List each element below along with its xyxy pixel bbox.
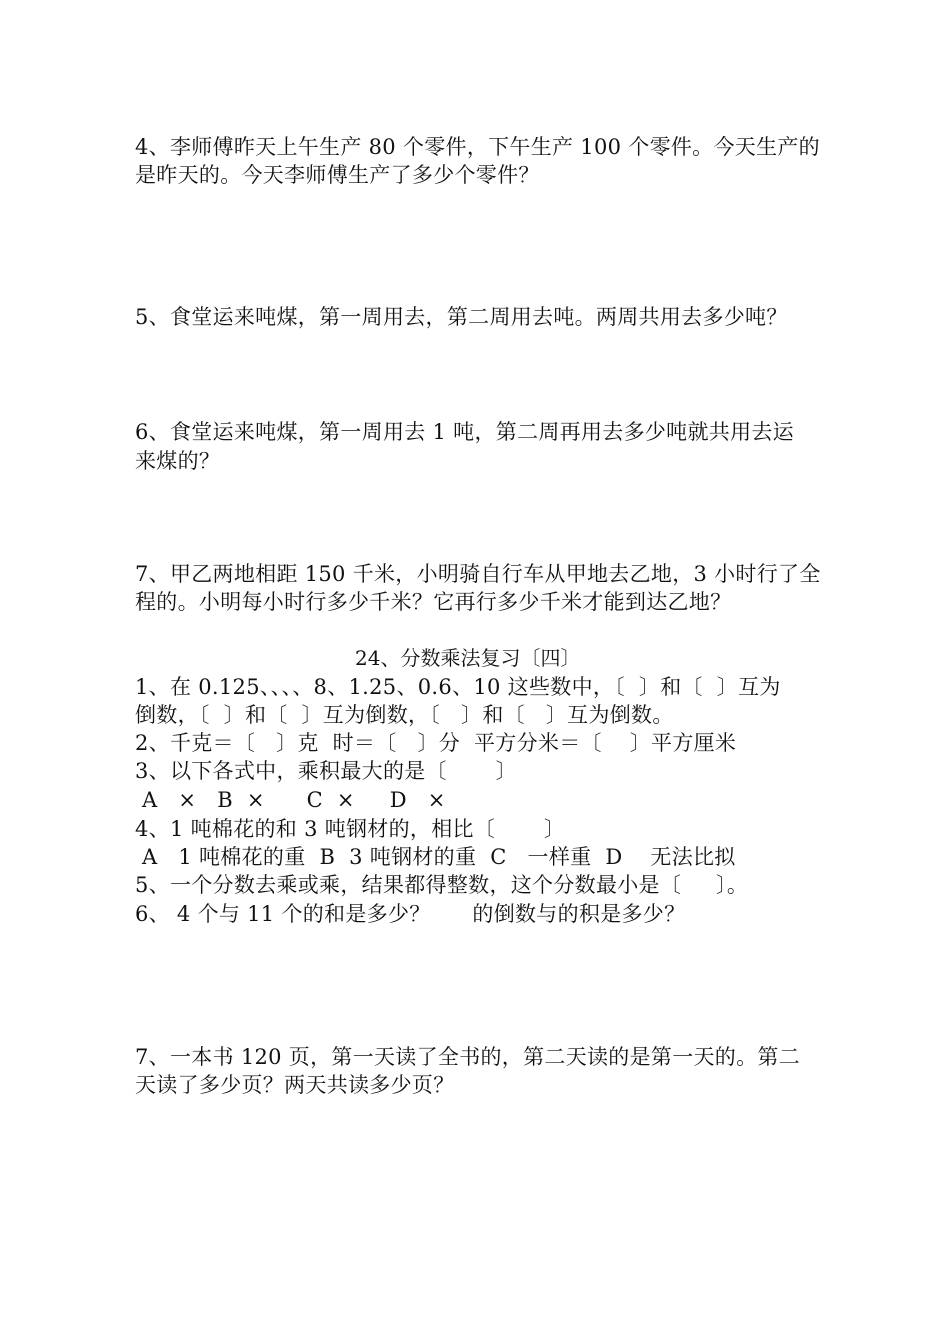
review-q6: 6、 4 个与 11 个的和是多少？ 的倒数与的积是多少？ (135, 902, 686, 926)
review-q7-line-2: 天读了多少页？两天共读多少页？ (135, 1073, 455, 1097)
review-q5: 5、一个分数去乘或乘，结果都得整数，这个分数最小是〔 〕。 (135, 873, 749, 897)
review-q4-options: A 1 吨棉花的重 B 3 吨钢材的重 C 一样重 D 无法比拟 (135, 845, 736, 869)
q6-line-2: 来煤的？ (135, 449, 221, 473)
q5-line-1: 5、食堂运来吨煤，第一周用去，第二周用去吨。两周共用去多少吨？ (135, 305, 788, 329)
review-q7-line-1: 7、一本书 120 页，第一天读了全书的，第二天读的是第一天的。第二 (135, 1045, 800, 1069)
review-q2: 2、千克＝〔 〕克 时＝〔 〕分 平方分米＝〔 〕平方厘米 (135, 731, 737, 755)
review-q3-options: A × B × C × D × (135, 788, 446, 812)
q4-line-2: 是昨天的。今天李师傅生产了多少个零件？ (135, 163, 540, 187)
q4-line-1: 4、李师傅昨天上午生产 80 个零件，下午生产 100 个零件。今天生产的 (135, 135, 820, 159)
q7-line-2: 程的。小明每小时行多少千米？它再行多少千米才能到达乙地？ (135, 590, 732, 614)
review-q4: 4、1 吨棉花的和 3 吨钢材的，相比〔 〕 (135, 817, 566, 841)
q7-line-1: 7、甲乙两地相距 150 千米，小明骑自行车从甲地去乙地，3 小时行了全 (135, 562, 821, 586)
review-q1-line-2: 倒数，〔 〕和〔 〕互为倒数，〔 〕和〔 〕互为倒数。 (135, 703, 674, 727)
section-title: 24、分数乘法复习〔四〕 (355, 646, 581, 670)
review-q3: 3、以下各式中，乘积最大的是〔 〕 (135, 759, 517, 783)
review-q1-line-1: 1、在 0.125、、、、8、1.25、0.6、10 这些数中，〔 〕和〔 〕互为 (135, 675, 781, 699)
q6-line-1: 6、食堂运来吨煤，第一周用去 1 吨，第二周再用去多少吨就共用去运 (135, 420, 794, 444)
